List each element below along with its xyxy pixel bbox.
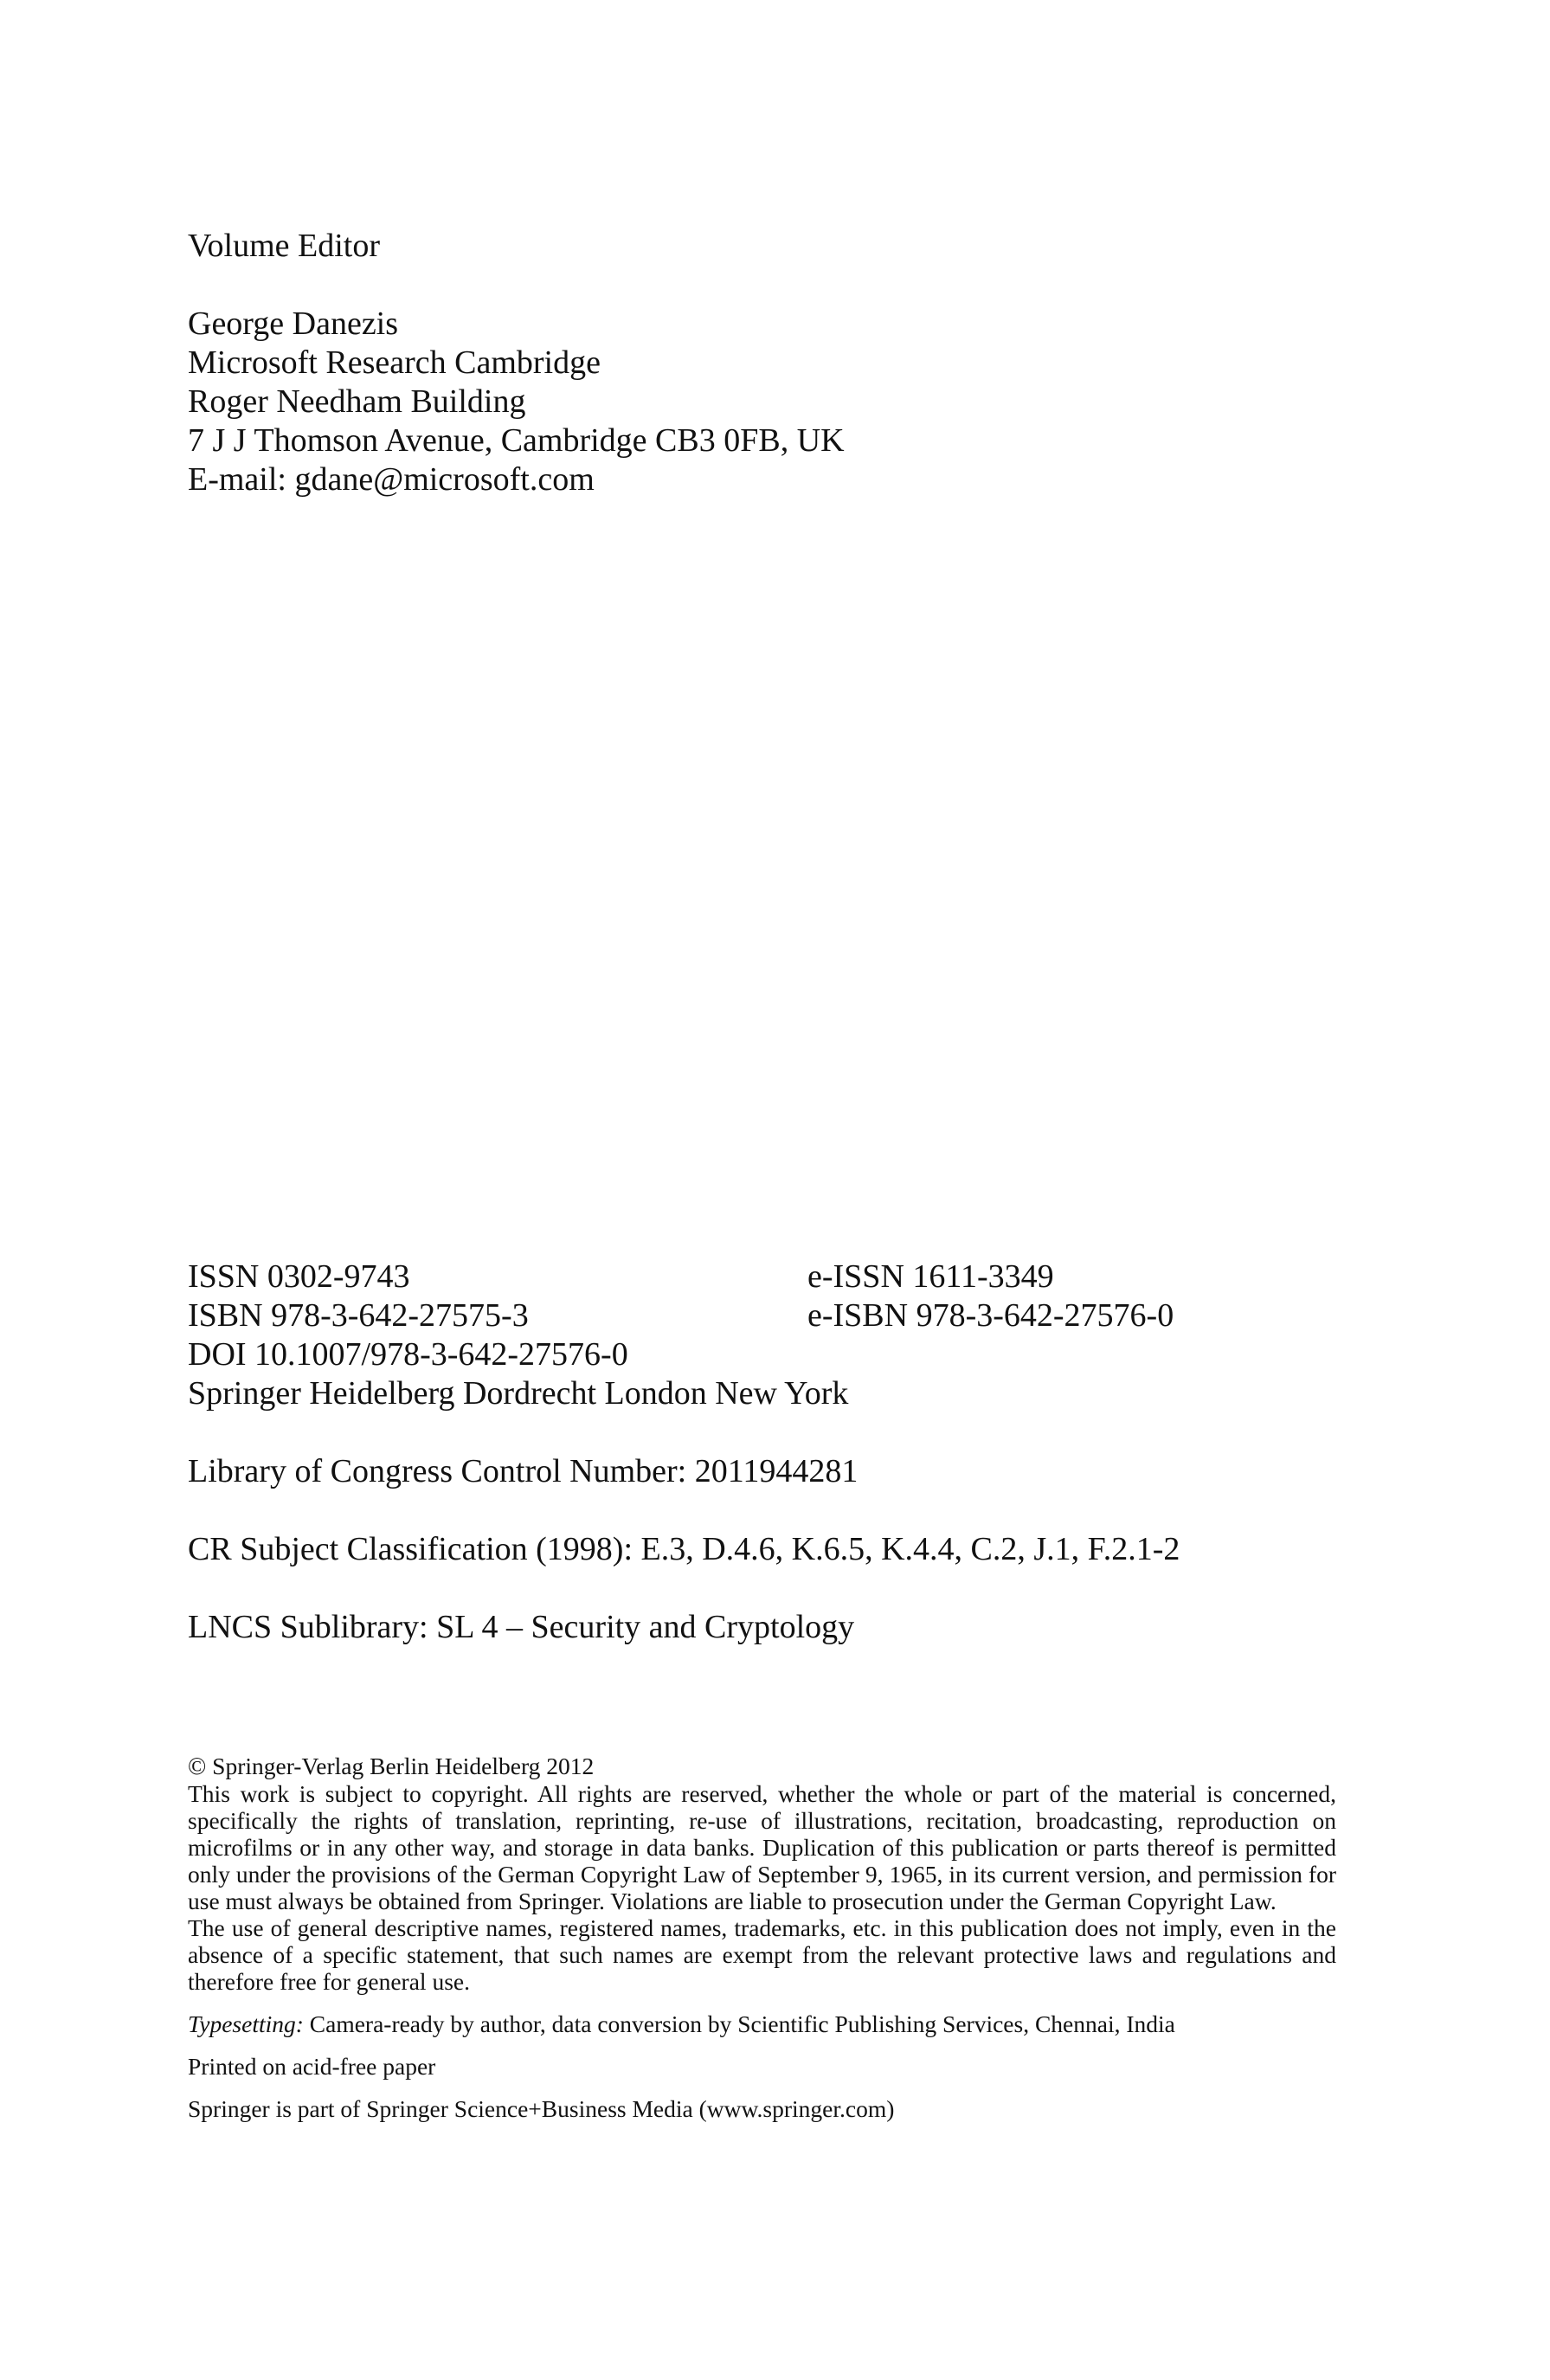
volume-editor-section <box>188 227 1347 499</box>
typesetting-text: Camera-ready by author, data conversion by Scientific Publishing Services, Chennai, India <box>309 2010 1175 2037</box>
publication-identifiers-section <box>188 1258 1365 1647</box>
cr-subject-classification: CR Subject Classification (1998): E.3, D.4.6, K.6.5, K.4.4, C.2, J.1, F.2.1-2 <box>188 1531 1180 1567</box>
editor-email: E-mail: gdane@microsoft.com <box>188 461 595 498</box>
springer-business-media-line: Springer is part of Springer Science+Business Media (www.springer.com) <box>188 2095 895 2122</box>
copyright-symbol: © <box>188 1753 207 1780</box>
editor-name: George Danezis <box>188 306 399 342</box>
publisher-places: Springer Heidelberg Dordrecht London New York <box>188 1375 849 1412</box>
e-issn: e-ISSN 1611-3349 <box>807 1258 1054 1295</box>
editor-organization: Microsoft Research Cambridge <box>188 344 601 381</box>
descriptive-names-paragraph: The use of general descriptive names, registered names, trademarks, etc. in this publication does not imply, even in the absence of a specific statement, that such names are exempt from the relevant protective laws and regulations and therefore free for general use. <box>188 1914 1336 1995</box>
typesetting-line <box>188 2010 1336 2037</box>
lncs-sublibrary: LNCS Sublibrary: SL 4 – Security and Cryptology <box>188 1609 855 1645</box>
issn-row <box>188 1258 1365 1296</box>
editor-address: 7 J J Thomson Avenue, Cambridge CB3 0FB, UK <box>188 422 845 459</box>
editor-contact-block <box>188 305 1347 499</box>
typesetting-label: Typesetting: <box>188 2010 304 2037</box>
isbn-row <box>188 1296 1365 1335</box>
acid-free-paper-line: Printed on acid-free paper <box>188 2053 436 2080</box>
copyright-holder-year: Springer-Verlag Berlin Heidelberg 2012 <box>212 1753 595 1779</box>
issn: ISSN 0302-9743 <box>188 1258 410 1295</box>
library-control-number: Library of Congress Control Number: 2011944281 <box>188 1453 859 1489</box>
copyright-paragraph: This work is subject to copyright. All rights are reserved, whether the whole or part of the material is concerned, specifically the rights of translation, reprinting, re-use of illustrations, recitation, broadcasting, reproduction on microfilms or in any other way, and storage in data banks. Duplication of this publication or parts thereof is permitted only under the provisions of the German Copyright Law of September 9, 1965, in its current version, and permission for use must always be obtained from Springer. Violations are liable to prosecution under the German Copyright Law. <box>188 1780 1336 1914</box>
legal-spacer-3 <box>188 2080 1336 2095</box>
legal-spacer-2 <box>188 2037 1336 2053</box>
doi: DOI 10.1007/978-3-642-27576-0 <box>188 1336 628 1373</box>
editor-building: Roger Needham Building <box>188 383 526 420</box>
isbn: ISBN 978-3-642-27575-3 <box>188 1297 529 1334</box>
legal-notice-section <box>188 1753 1336 2122</box>
copyright-line <box>188 1753 1336 1780</box>
volume-editor-heading: Volume Editor <box>188 228 381 264</box>
legal-spacer-1 <box>188 1995 1336 2010</box>
e-isbn: e-ISBN 978-3-642-27576-0 <box>807 1297 1174 1334</box>
